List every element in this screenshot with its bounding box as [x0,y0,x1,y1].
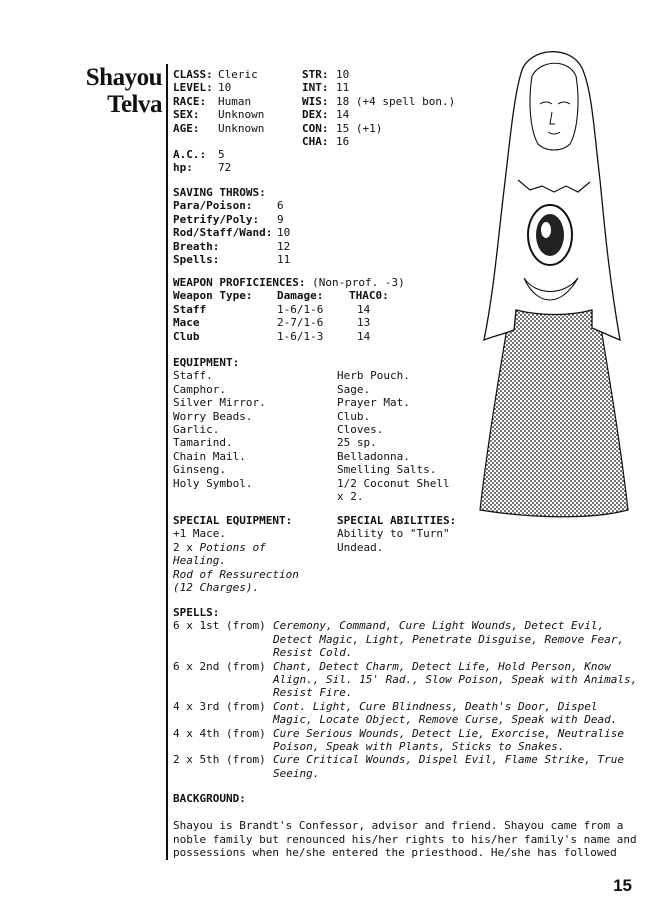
save-label: Breath: [173,239,220,253]
equipment-item: Tamarind. [173,436,233,450]
special-equipment-line: +1 Mace. [173,527,226,541]
save-value: 9 [277,212,284,226]
stat-label: AGE: [173,121,200,135]
special-equipment [173,514,299,594]
equipment-item: Chain Mail. [173,449,246,463]
character-name [72,64,162,118]
stat-label: WIS: [302,94,329,108]
cleric-illustration [470,40,638,548]
stat-value: 11 [336,81,350,95]
background-heading: BACKGROUND: [173,792,246,805]
spells [173,606,643,780]
weapon-proficiencies [173,276,405,343]
weapons-note: (Non-prof. -3) [312,276,405,289]
stat-label: DEX: [302,108,329,122]
special-equipment-line: (12 Charges). [173,581,260,595]
stat-label: CLASS: [173,68,213,81]
special-equipment-line: Rod of Ressurection [173,567,299,581]
stat-value: Unknown [218,108,265,122]
spell-row [173,700,643,727]
spell-row [173,727,643,754]
weapon-thaco: 14 [357,329,371,343]
spell-level: 4 x 4th (from) [173,726,266,740]
hp-value: 72 [218,161,232,175]
stat-value: 15 (+1) [336,121,383,135]
save-label: Petrify/Poly: [173,212,260,226]
save-value: 10 [277,226,291,240]
core-stats-left [173,68,264,135]
armor-block [173,148,231,175]
ac-label: A.C.: [173,148,207,161]
stat-label: SEX: [173,108,200,122]
weapon-type: Staff [173,302,207,316]
weapons-col-type: Weapon Type: [173,289,253,303]
equipment-item: Herb Pouch. [337,369,410,383]
weapon-thaco: 13 [357,316,371,330]
weapon-thaco: 14 [357,302,371,316]
core-stats-right [302,68,455,148]
stat-value: Human [218,94,252,108]
save-label: Rod/Staff/Wand: [173,226,273,240]
stat-label: LEVEL: [173,81,213,95]
weapon-damage: 1-6/1-3 [277,329,324,343]
character-name-line2: Telva [107,91,162,118]
spell-level: 2 x 5th (from) [173,753,266,767]
stat-label: CHA: [302,135,329,149]
spell-row [173,619,643,659]
stat-value: 10 [218,81,232,95]
save-value: 12 [277,239,291,253]
spell-level: 6 x 2nd (from) [173,659,266,673]
save-label: Spells: [173,253,220,267]
equipment-item: Sage. [337,382,371,396]
hp-label: hp: [173,161,193,175]
equipment-item: 1/2 Coconut Shell [337,476,450,490]
spell-list: Chant, Detect Charm, Detect Life, Hold Person, Know Align., Sil. 15' Rad., Slow Poison, Speak with Animals, Resist Fire. [273,659,638,700]
equipment-item: Smelling Salts. [337,463,437,477]
equipment-item: Holy Symbol. [173,476,253,490]
weapon-type: Mace [173,316,200,330]
margin-rule [166,64,168,860]
stat-value: 14 [336,108,350,122]
stat-value: 16 [336,135,350,149]
page-number: 15 [613,876,632,895]
ac-value: 5 [218,148,225,161]
holy-mirror [528,205,572,265]
equipment-item: Club. [337,409,371,423]
spell-list: Cure Critical Wounds, Dispel Evil, Flame Strike, True Seeing. [273,753,624,780]
spell-list: Cont. Light, Cure Blindness, Death's Door, Dispel Magic, Locate Object, Remove Curse, Speak with Dead. [273,699,618,727]
equipment-item: Silver Mirror. [173,396,266,410]
character-name-line1: Shayou [85,64,162,91]
special-equipment-line: Healing. [173,554,226,568]
weapons-col-thaco: THAC0: [349,289,389,303]
special-abilities-heading: SPECIAL ABILITIES: [337,514,457,527]
save-value: 11 [277,253,291,267]
weapon-type: Club [173,329,200,343]
equipment-item: Belladonna. [337,449,410,463]
spells-heading: SPELLS: [173,606,220,619]
stat-value: Unknown [218,121,265,135]
spell-row [173,660,643,700]
weapons-heading: WEAPON PROFICIENCES: [173,276,306,289]
stat-value: 10 [336,68,350,81]
equipment-item: Cloves. [337,423,384,437]
weapons-col-damage: Damage: [277,289,324,303]
background-text: Shayou is Brandt's Confessor, advisor and friend. Shayou came from a noble family but renounced his/her rights to his/her family's name and possessions when he/she entered the priesthood. He/she has followed [173,819,637,860]
equipment-item: Ginseng. [173,463,226,477]
spell-row [173,753,643,780]
robe-skirt [480,310,628,517]
spell-list: Ceremony, Command, Cure Light Wounds, Detect Evil, Detect Magic, Light, Penetrate Disguise, Remove Fear, Resist Cold. [273,619,624,660]
stat-label: CON: [302,121,329,135]
background-section [173,792,643,860]
equipment [173,356,450,503]
stat-label: RACE: [173,94,207,108]
special-ability-line: Ability to "Turn" [337,527,450,541]
equipment-list-left [173,369,337,503]
equipment-item: Camphor. [173,382,226,396]
saving-throws-heading: SAVING THROWS: [173,186,266,199]
stat-value: Cleric [218,68,258,81]
saving-throws [173,186,290,266]
special-equipment-italic: Potions of [199,540,266,554]
stat-label: INT: [302,81,329,95]
weapon-damage: 1-6/1-6 [277,302,324,316]
equipment-item: Staff. [173,369,213,383]
equipment-list-right [337,369,450,503]
spell-level: 6 x 1st (from) [173,619,266,633]
equipment-item: x 2. [337,490,364,504]
save-label: Para/Poison: [173,199,253,213]
spell-level: 4 x 3rd (from) [173,699,266,713]
stat-label: STR: [302,68,329,81]
equipment-item: Garlic. [173,423,220,437]
weapon-damage: 2-7/1-6 [277,316,324,330]
spell-list: Cure Serious Wounds, Detect Lie, Exorcise, Neutralise Poison, Speak with Plants, Sticks to Snakes. [273,726,624,754]
equipment-heading: EQUIPMENT: [173,356,240,369]
special-equipment-prefix: 2 x [173,540,200,554]
special-abilities [337,514,456,554]
equipment-item: Prayer Mat. [337,396,410,410]
equipment-item: Worry Beads. [173,409,253,423]
save-value: 6 [277,199,284,213]
special-ability-line: Undead. [337,540,384,554]
special-equipment-heading: SPECIAL EQUIPMENT: [173,514,293,527]
equipment-item: 25 sp. [337,436,377,450]
stat-value: 18 (+4 spell bon.) [336,94,456,108]
